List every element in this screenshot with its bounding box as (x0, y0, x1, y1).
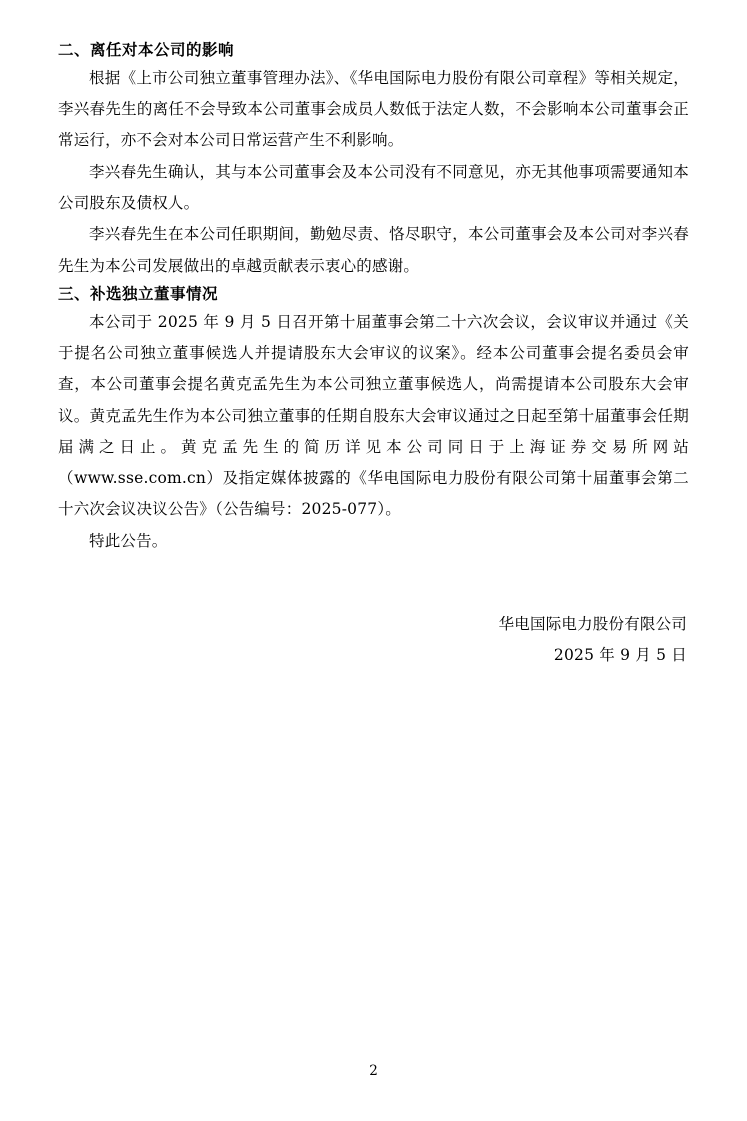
section-2-paragraph-3: 李兴春先生在本公司任职期间，勤勉尽责、恪尽职守，本公司董事会及本公司对李兴春先生为本公司发展做出的卓越贡献表示衷心的感谢。 (58, 225, 689, 275)
section-heading-2: 二、离任对本公司的影响 (58, 41, 235, 59)
section-3-paragraph-2: 特此公告。 (89, 531, 168, 550)
section-heading-3: 三、补选独立董事情况 (58, 284, 219, 303)
section-2-paragraph-1: 根据《上市公司独立董事管理办法》、《华电国际电力股份有限公司章程》等相关规定，李兴春先生的离任不会导致本公司董事会成员人数低于法定人数，不会影响本公司董事会正常运行，亦不会对本公司日常运营产生不利影响。 (58, 68, 689, 150)
section-3-paragraph-1: 本公司于 2025 年 9 月 5 日召开第十届董事会第二十六次会议，会议审议并通过《关于提名公司独立董事候选人并提请股东大会审议的议案》。经本公司董事会提名委员会审查，本公司董事会提名黄克孟先生为本公司独立董事候选人，尚需提请本公司股东大会审议。黄克孟先生作为本公司独立董事的任期自股东大会审议通过之日起至第十届董事会任期届满之日止。黄克孟先生的简历详见本公司同日于上海证券交易所网站（www.sse.com.cn）及指定媒体披露的《华电国际电力股份有限公司第十届董事会第二十六次会议决议公告》（公告编号：2025-077）。 (58, 312, 689, 519)
document-body (58, 38, 689, 671)
signature-block (58, 609, 689, 671)
signature-company: 华电国际电力股份有限公司 (498, 615, 687, 634)
section-2-paragraph-2: 李兴春先生确认，其与本公司董事会及本公司没有不同意见，亦无其他事项需要通知本公司股东及债权人。 (58, 162, 689, 212)
page-number: 2 (369, 1063, 378, 1079)
signature-date: 2025 年 9 月 5 日 (553, 646, 687, 665)
